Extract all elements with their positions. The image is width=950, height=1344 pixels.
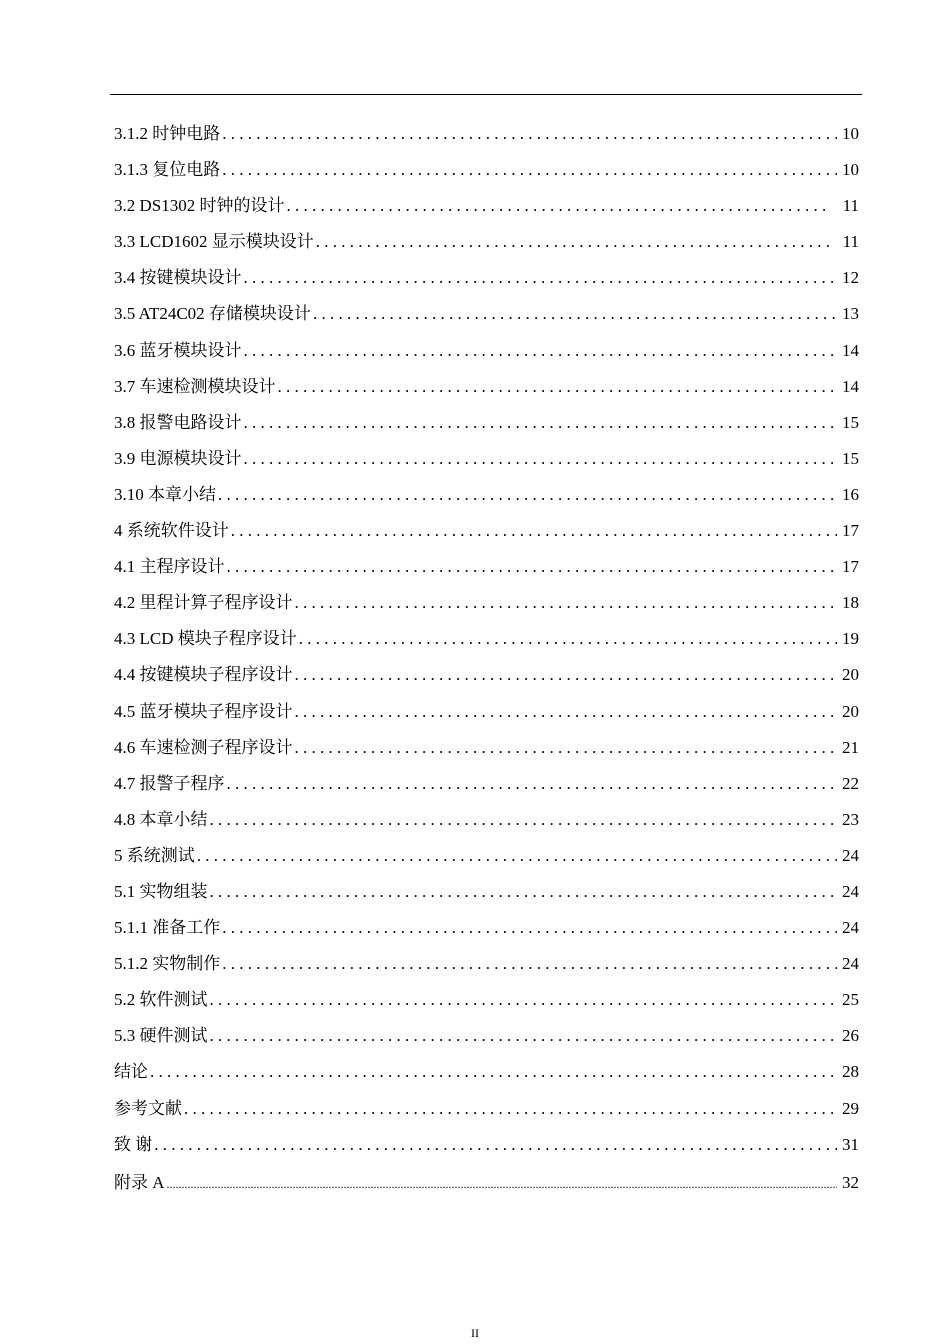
toc-page-number: 24: [842, 954, 859, 974]
toc-label: 4.3 LCD 模块子程序设计: [114, 629, 297, 649]
toc-label: 5.3 硬件测试: [114, 1026, 208, 1046]
toc-leader: [297, 621, 837, 657]
toc-label: 3.2 DS1302 时钟的设计: [114, 196, 285, 216]
toc-entry[interactable]: [114, 585, 859, 621]
toc-page-number: 15: [842, 412, 859, 432]
toc-leader: [195, 838, 837, 874]
toc-entry[interactable]: [114, 477, 859, 513]
toc-page-number: 24: [842, 845, 859, 865]
toc-leader: [208, 982, 838, 1018]
toc-page-number: 26: [842, 1026, 859, 1046]
toc-label: 3.6 蓝牙模块设计: [114, 340, 242, 360]
toc-page-number: 23: [842, 809, 859, 829]
toc-leader: [148, 1054, 837, 1090]
toc-entry[interactable]: [114, 441, 859, 477]
toc-page-number: 29: [842, 1098, 859, 1118]
toc-entry[interactable]: [114, 224, 859, 260]
toc-label: 3.9 电源模块设计: [114, 448, 242, 468]
toc-entry[interactable]: [114, 730, 859, 766]
toc-leader: [208, 874, 838, 910]
toc-entry[interactable]: [114, 296, 859, 332]
toc-leader: [242, 441, 838, 477]
toc-page-number: 25: [842, 990, 859, 1010]
toc-label: 4.1 主程序设计: [114, 557, 225, 577]
toc-entry[interactable]: [114, 549, 859, 585]
toc-entry[interactable]: [114, 152, 859, 188]
toc-leader: [242, 260, 838, 296]
toc-entry[interactable]: [114, 405, 859, 441]
toc-label: 4.2 里程计算子程序设计: [114, 593, 293, 613]
toc-leader: [242, 333, 838, 369]
toc-entry[interactable]: [114, 333, 859, 369]
toc-entry[interactable]: [114, 766, 859, 802]
toc-entry[interactable]: [114, 874, 859, 910]
toc-label: 4.8 本章小结: [114, 809, 208, 829]
toc-label: 4 系统软件设计: [114, 521, 229, 541]
toc-leader: [220, 116, 837, 152]
toc-page-number: 24: [842, 881, 859, 901]
toc-entry[interactable]: [114, 513, 859, 549]
toc-entry[interactable]: [114, 1018, 859, 1054]
toc-entry[interactable]: [114, 982, 859, 1018]
toc-page-number: 19: [842, 629, 859, 649]
toc-page-number: 20: [842, 665, 859, 685]
toc-leader: [229, 513, 837, 549]
toc-label: 致 谢: [114, 1134, 153, 1154]
toc-entry[interactable]: [114, 802, 859, 838]
toc-label: 3.1.3 复位电路: [114, 160, 221, 180]
toc-entry[interactable]: [114, 838, 859, 874]
toc-label: 4.4 按键模块子程序设计: [114, 665, 293, 685]
toc-label: 4.7 报警子程序: [114, 773, 225, 793]
toc-page-number: 11: [842, 196, 859, 216]
toc-label: 5.1 实物组装: [114, 881, 208, 901]
toc-page-number: 14: [842, 376, 859, 396]
toc-entry[interactable]: [114, 621, 859, 657]
toc-leader: [225, 766, 838, 802]
toc-page-number: 24: [842, 918, 859, 938]
toc-page-number: 16: [842, 484, 859, 504]
toc-leader: [242, 405, 838, 441]
toc-page-number: 12: [842, 268, 859, 288]
toc-entry[interactable]: [114, 946, 859, 982]
toc-page-number: 18: [842, 593, 859, 613]
toc-page-number: 32: [842, 1172, 859, 1192]
header-rule: [110, 94, 862, 95]
toc-label: 3.4 按键模块设计: [114, 268, 242, 288]
toc-entry[interactable]: [114, 1127, 859, 1163]
toc-page-number: 14: [842, 340, 859, 360]
toc-page-number: 17: [842, 557, 859, 577]
toc-leader: [314, 224, 829, 260]
toc-leader: [165, 1163, 837, 1204]
toc-page-number: 10: [842, 160, 859, 180]
toc-label: 3.7 车速检测模块设计: [114, 376, 276, 396]
toc-page-number: 21: [842, 737, 859, 757]
toc-leader: [208, 802, 838, 838]
toc-leader: [293, 694, 838, 730]
toc-label: 3.8 报警电路设计: [114, 412, 242, 432]
toc-page-number: 10: [842, 124, 859, 143]
toc-entry[interactable]: [114, 369, 859, 405]
toc-entry[interactable]: [114, 1054, 859, 1090]
toc-label: 结论: [114, 1062, 148, 1082]
toc-leader: [182, 1091, 837, 1127]
toc-label: 3.1.2 时钟电路: [114, 124, 221, 143]
toc-entry[interactable]: [114, 260, 859, 296]
toc-leader: [284, 188, 829, 224]
toc-label: 3.10 本章小结: [114, 484, 216, 504]
toc-leader: [276, 369, 838, 405]
toc-label: 5.2 软件测试: [114, 990, 208, 1010]
toc-entry[interactable]: [114, 657, 859, 693]
toc-leader: [311, 296, 837, 332]
toc-label: 参考文献: [114, 1098, 182, 1118]
toc-entry[interactable]: [114, 116, 859, 152]
footer-page-number: II: [471, 1326, 479, 1340]
toc-label: 5.1.1 准备工作: [114, 918, 221, 938]
toc-leader: [293, 730, 838, 766]
toc-entry[interactable]: [114, 1163, 859, 1203]
toc-page-number: 20: [842, 701, 859, 721]
table-of-contents: [114, 116, 859, 1203]
toc-leader: [225, 549, 838, 585]
toc-page-number: 31: [842, 1134, 859, 1154]
toc-page-number: 13: [842, 304, 859, 324]
toc-label: 5 系统测试: [114, 845, 195, 865]
toc-label: 5.1.2 实物制作: [114, 954, 221, 974]
toc-page-number: 17: [842, 521, 859, 541]
toc-leader: [293, 585, 838, 621]
toc-leader: [220, 946, 837, 982]
toc-leader: [216, 477, 837, 513]
toc-leader: [220, 152, 837, 188]
toc-entry[interactable]: [114, 910, 859, 946]
toc-page-number: 28: [842, 1062, 859, 1082]
toc-leader: [208, 1018, 838, 1054]
toc-label: 附录 A: [114, 1172, 165, 1192]
toc-leader: [152, 1127, 837, 1163]
toc-label: 4.6 车速检测子程序设计: [114, 737, 293, 757]
toc-leader: [220, 910, 837, 946]
toc-page-number: 22: [842, 773, 859, 793]
toc-entry[interactable]: [114, 694, 859, 730]
toc-page-number: 15: [842, 448, 859, 468]
toc-leader: [293, 657, 838, 693]
toc-label: 3.3 LCD1602 显示模块设计: [114, 232, 314, 252]
toc-label: 3.5 AT24C02 存储模块设计: [114, 304, 311, 324]
toc-label: 4.5 蓝牙模块子程序设计: [114, 701, 293, 721]
toc-entry[interactable]: [114, 188, 859, 224]
toc-page-number: 11: [842, 232, 859, 252]
toc-entry[interactable]: [114, 1091, 859, 1127]
